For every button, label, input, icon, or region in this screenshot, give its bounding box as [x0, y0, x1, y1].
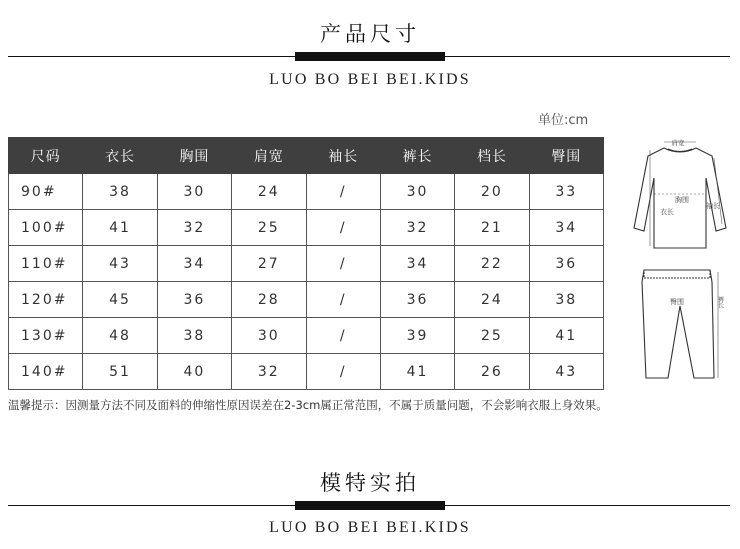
table-cell: 41 [83, 210, 157, 246]
table-cell: 34 [529, 210, 603, 246]
table-cell: 26 [455, 354, 529, 390]
table-cell: 43 [83, 246, 157, 282]
table-row [9, 246, 604, 282]
table-cell: / [306, 354, 380, 390]
table-cell: 32 [157, 210, 231, 246]
table-cell: / [306, 246, 380, 282]
header-cell: 袖长 [306, 138, 380, 174]
table-cell: 40 [157, 354, 231, 390]
section-title-size: 产品尺寸 [320, 22, 420, 46]
header-cell: 裤长 [380, 138, 454, 174]
header-cell: 衣长 [83, 138, 157, 174]
divider-accent [295, 52, 445, 61]
table-row [9, 210, 604, 246]
table-cell: 36 [380, 282, 454, 318]
table-cell: 32 [380, 210, 454, 246]
length-label: 衣长 [660, 208, 674, 216]
table-row [9, 354, 604, 390]
table-cell: 36 [157, 282, 231, 318]
table-cell: 38 [529, 282, 603, 318]
table-cell: 21 [455, 210, 529, 246]
table-cell: 130# [9, 318, 83, 354]
header-cell: 肩宽 [232, 138, 306, 174]
table-cell: 22 [455, 246, 529, 282]
table-cell: 30 [380, 174, 454, 210]
table-row [9, 282, 604, 318]
table-cell: 45 [83, 282, 157, 318]
header-cell: 臀围 [529, 138, 603, 174]
table-cell: 24 [232, 174, 306, 210]
measurement-diagram [630, 136, 730, 386]
header-cell: 胸围 [157, 138, 231, 174]
brand-name: LUO BO BEI BEI.KIDS [269, 519, 471, 536]
table-cell: 90# [9, 174, 83, 210]
table-cell: 41 [380, 354, 454, 390]
table-cell: 30 [232, 318, 306, 354]
table-cell: 25 [232, 210, 306, 246]
table-cell: / [306, 210, 380, 246]
hip-label: 臀围 [670, 298, 684, 306]
table-cell: / [306, 318, 380, 354]
table-cell: 120# [9, 282, 83, 318]
pants-length-label: 裤长 [716, 296, 724, 308]
table-cell: 34 [380, 246, 454, 282]
table-cell: 43 [529, 354, 603, 390]
table-cell: 25 [455, 318, 529, 354]
table-row [9, 174, 604, 210]
table-cell: / [306, 282, 380, 318]
table-cell: 30 [157, 174, 231, 210]
table-cell: 140# [9, 354, 83, 390]
unit-label: 单位:cm [538, 113, 589, 128]
table-cell: 33 [529, 174, 603, 210]
table-cell: 24 [455, 282, 529, 318]
table-cell: 100# [9, 210, 83, 246]
table-cell: 41 [529, 318, 603, 354]
chest-label: 胸围 [675, 196, 689, 204]
table-cell: 27 [232, 246, 306, 282]
pants-outline [642, 270, 714, 378]
header-cell: 档长 [455, 138, 529, 174]
shirt-measure-lines [650, 142, 722, 246]
table-cell: 110# [9, 246, 83, 282]
table-cell: 36 [529, 246, 603, 282]
table-cell: 20 [455, 174, 529, 210]
table-cell: / [306, 174, 380, 210]
size-table [8, 137, 604, 390]
sleeve-label: 袖长 [706, 202, 720, 210]
divider-accent [295, 501, 445, 510]
table-cell: 38 [157, 318, 231, 354]
size-note: 温馨提示：因测量方法不同及面料的伸缩性原因误差在2-3cm属正常范围，不属于质量问题，不会影响衣服上身效果。 [8, 398, 608, 412]
table-cell: 32 [232, 354, 306, 390]
table-header-row [9, 138, 604, 174]
table-row [9, 318, 604, 354]
shoulder-label: 肩宽 [671, 139, 685, 147]
table-cell: 48 [83, 318, 157, 354]
section-title-model: 模特实拍 [320, 471, 420, 495]
table-cell: 34 [157, 246, 231, 282]
header-cell: 尺码 [9, 138, 83, 174]
table-cell: 39 [380, 318, 454, 354]
brand-name: LUO BO BEI BEI.KIDS [269, 71, 471, 88]
table-cell: 51 [83, 354, 157, 390]
table-cell: 38 [83, 174, 157, 210]
table-cell: 28 [232, 282, 306, 318]
